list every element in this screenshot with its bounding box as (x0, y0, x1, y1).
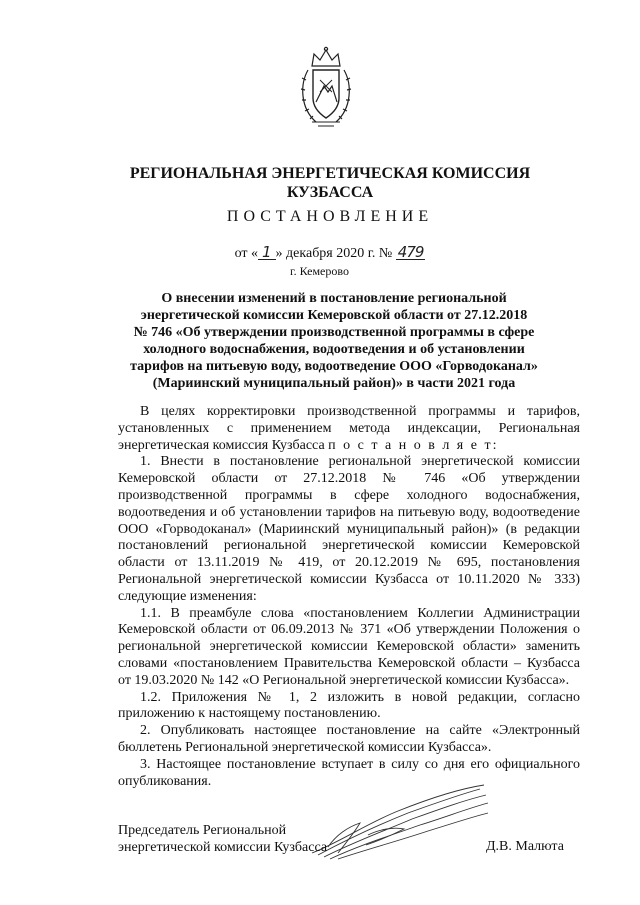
document-body (118, 404, 580, 790)
title-line: энергетической комиссии Кемеровской области от 27.12.2018 (140, 308, 528, 323)
signatory-name: Д.В. Малюта (486, 839, 564, 854)
date-day-handwritten: 1 (258, 245, 276, 260)
signatory-position-line1: Председатель Региональной (118, 823, 287, 838)
title-line: тарифов на питьевую воду, водоотведение ООО «Горводоканал» (130, 359, 538, 374)
organization-name-line2: КУЗБАССА (286, 184, 374, 201)
document-type: ПОСТАНОВЛЕНИЕ (226, 208, 434, 225)
paragraph-1-2: 1.2. Приложения № 1, 2 изложить в новой редакции, согласно приложению к настоящему постановлению. (118, 689, 580, 722)
organization-name (110, 164, 550, 202)
document-title (118, 290, 550, 392)
date-prefix: от « (234, 246, 258, 261)
paragraph-3: 3. Настоящее постановление вступает в силу со дня его официального опубликования. (118, 756, 580, 789)
signatory-position (118, 822, 327, 856)
city: г. Кемерово (290, 264, 349, 278)
date-middle: » декабря 2020 г. № (275, 246, 393, 261)
date-line (150, 245, 510, 262)
title-line: № 746 «Об утверждении производственной программы в сфере (133, 325, 535, 340)
organization-name-line1: РЕГИОНАЛЬНАЯ ЭНЕРГЕТИЧЕСКАЯ КОМИССИЯ (129, 165, 531, 182)
signatory-position-line2: энергетической комиссии Кузбасса (118, 840, 328, 855)
paragraph-1: 1. Внести в постановление региональной энергетической комиссии Кемеровской области от 27.12.2018 № 746 «Об утверждении производственной программы в сфере холодного водоснабжения, водоотведения и об установлении тарифов на питьевую воду, водоотведение ООО «Горводоканал» (Мариинский муниципальный район)» (в редакции постановлений региональной энергетической комиссии Кемеровской области от 13.11.2019 № 419, от 20.12.2019 № 695, постановления Региональной энергетической комиссии Кузбасса от 10.11.2020 № 333) следующие изменения: (118, 454, 580, 604)
decree-word: п о с т а н о в л я е т: (328, 437, 499, 453)
title-line: холодного водоснабжения, водоотведения и об установлении (143, 342, 525, 357)
handwritten-signature (308, 783, 490, 861)
coat-of-arms-emblem (298, 46, 354, 130)
title-line: (Мариинский муниципальный район)» в части 2021 года (152, 376, 516, 391)
paragraph-2: 2. Опубликовать настоящее постановление на сайте «Электронный бюллетень Региональной энергетической комиссии Кузбасса». (118, 723, 580, 755)
paragraph-1-1: 1.1. В преамбуле слова «постановлением Коллегии Администрации Кемеровской области от 06.09.2013 № 371 «Об утверждении Положения о региональной энергетической комиссии Кемеровской области» заменить словами «постановлением Правительства Кемеровской области – Кузбасса от 19.03.2020 № 142 «О Региональной энергетической комиссии Кузбасса». (118, 605, 580, 688)
title-line: О внесении изменений в постановление региональной (161, 291, 507, 306)
intro-paragraph (118, 404, 580, 454)
document-number-handwritten: 479 (397, 243, 424, 261)
intro-text: В целях корректировки производственной программы и тарифов, установленных с применением метода индексации, Региональная энергетическая комиссия Кузбасса (118, 404, 580, 453)
